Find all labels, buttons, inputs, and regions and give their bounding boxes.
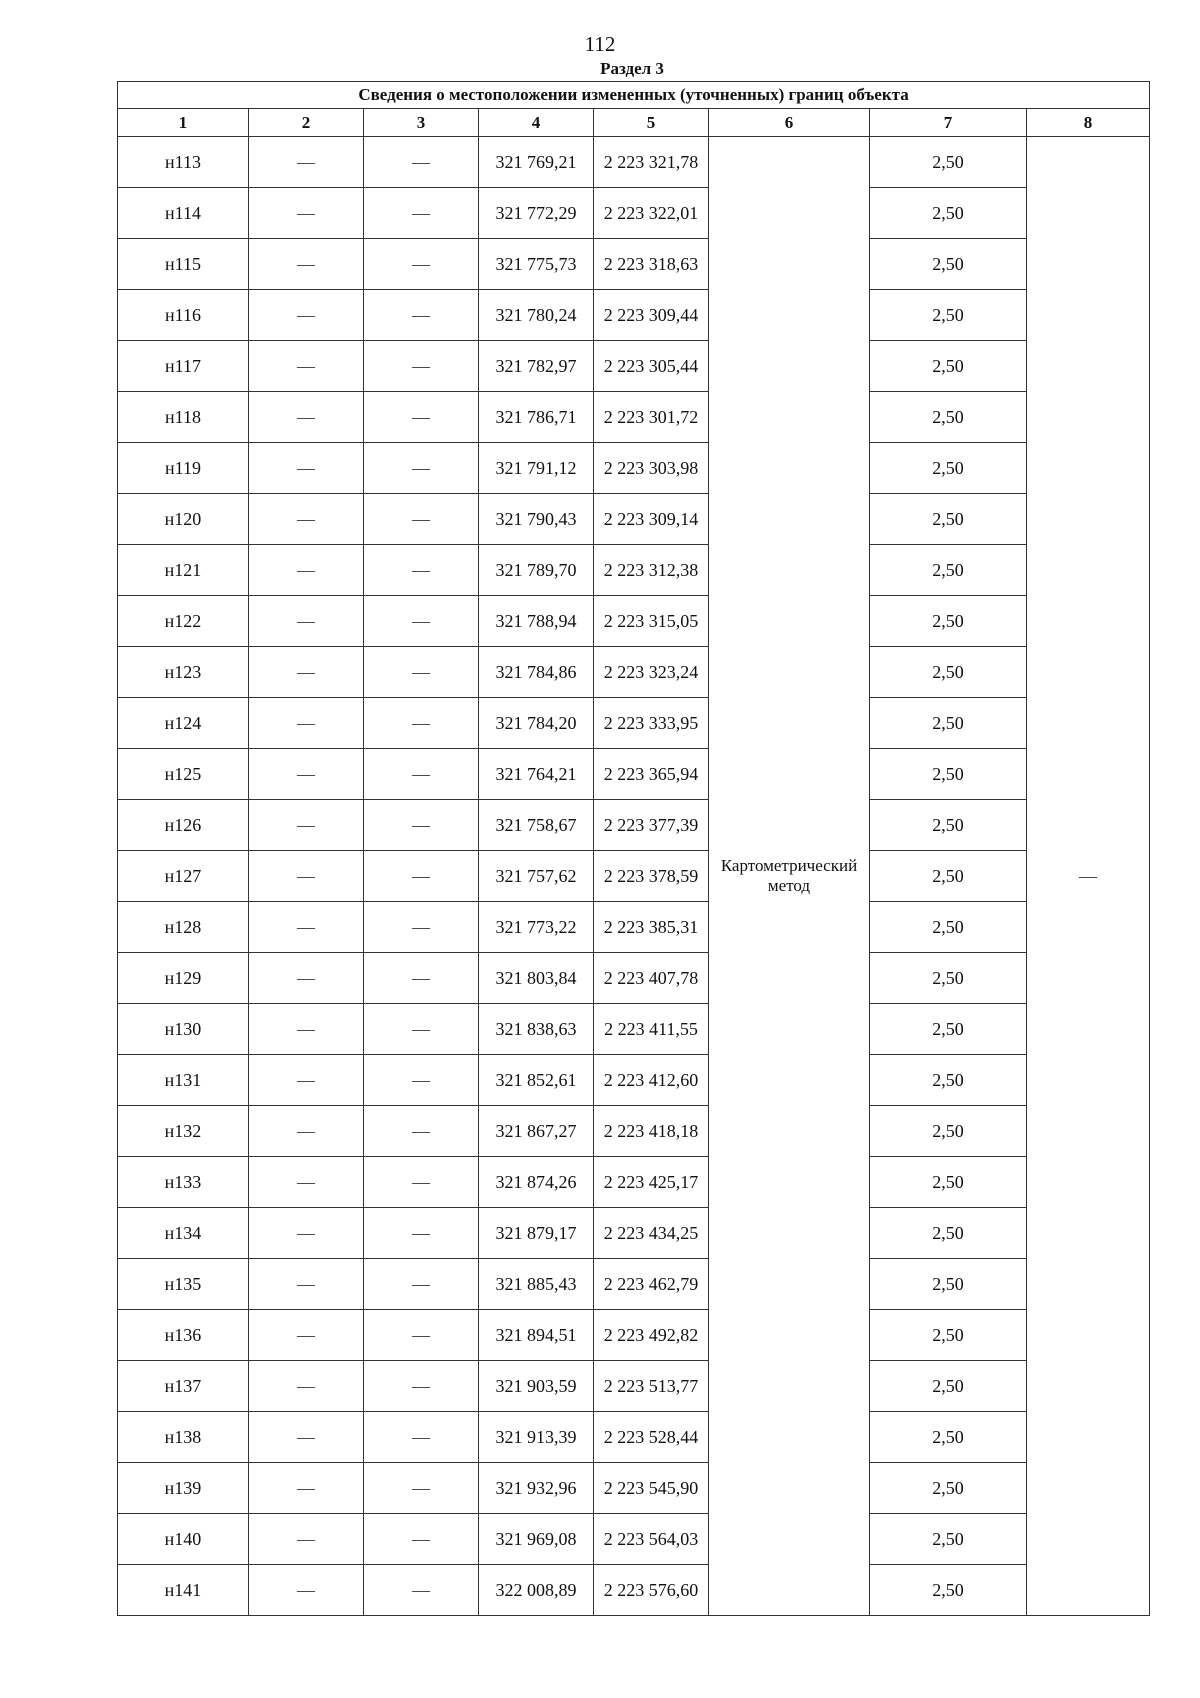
column-3-cell: — <box>364 1565 479 1616</box>
column-2-cell: — <box>249 545 364 596</box>
point-name-cell: н131 <box>118 1055 249 1106</box>
table-row <box>118 1310 1150 1361</box>
point-name-cell: н120 <box>118 494 249 545</box>
table-row <box>118 137 1150 188</box>
point-name-cell: н122 <box>118 596 249 647</box>
column-2-cell: — <box>249 1208 364 1259</box>
x-coordinate-cell: 321 775,73 <box>479 239 594 290</box>
column-2-cell: — <box>249 1463 364 1514</box>
coordinates-table <box>117 81 1150 1616</box>
column-2-cell: — <box>249 188 364 239</box>
method-cell <box>709 137 870 1616</box>
point-name-cell: н117 <box>118 341 249 392</box>
column-number-8: 8 <box>1027 109 1150 137</box>
column-3-cell: — <box>364 800 479 851</box>
accuracy-cell: 2,50 <box>870 647 1027 698</box>
table-row <box>118 596 1150 647</box>
column-number-5: 5 <box>594 109 709 137</box>
column-number-3: 3 <box>364 109 479 137</box>
x-coordinate-cell: 321 757,62 <box>479 851 594 902</box>
column-3-cell: — <box>364 851 479 902</box>
column-2-cell: — <box>249 1514 364 1565</box>
x-coordinate-cell: 321 969,08 <box>479 1514 594 1565</box>
column-number-1: 1 <box>118 109 249 137</box>
accuracy-cell: 2,50 <box>870 188 1027 239</box>
column-3-cell: — <box>364 596 479 647</box>
column-3-cell: — <box>364 1412 479 1463</box>
column-3-cell: — <box>364 341 479 392</box>
y-coordinate-cell: 2 223 412,60 <box>594 1055 709 1106</box>
column-2-cell: — <box>249 1259 364 1310</box>
point-name-cell: н129 <box>118 953 249 1004</box>
x-coordinate-cell: 321 867,27 <box>479 1106 594 1157</box>
y-coordinate-cell: 2 223 434,25 <box>594 1208 709 1259</box>
column-3-cell: — <box>364 902 479 953</box>
accuracy-cell: 2,50 <box>870 1514 1027 1565</box>
x-coordinate-cell: 321 786,71 <box>479 392 594 443</box>
column-3-cell: — <box>364 1004 479 1055</box>
x-coordinate-cell: 321 903,59 <box>479 1361 594 1412</box>
column-number-6: 6 <box>709 109 870 137</box>
point-name-cell: н133 <box>118 1157 249 1208</box>
column-2-cell: — <box>249 1361 364 1412</box>
table-row <box>118 341 1150 392</box>
column-3-cell: — <box>364 1514 479 1565</box>
column-2-cell: — <box>249 1004 364 1055</box>
y-coordinate-cell: 2 223 322,01 <box>594 188 709 239</box>
table-row <box>118 494 1150 545</box>
point-name-cell: н135 <box>118 1259 249 1310</box>
y-coordinate-cell: 2 223 418,18 <box>594 1106 709 1157</box>
accuracy-cell: 2,50 <box>870 1310 1027 1361</box>
x-coordinate-cell: 321 874,26 <box>479 1157 594 1208</box>
column-2-cell: — <box>249 494 364 545</box>
accuracy-cell: 2,50 <box>870 1157 1027 1208</box>
column-3-cell: — <box>364 1310 479 1361</box>
column-3-cell: — <box>364 953 479 1004</box>
point-name-cell: н126 <box>118 800 249 851</box>
table-row <box>118 647 1150 698</box>
table-row <box>118 1565 1150 1616</box>
accuracy-cell: 2,50 <box>870 494 1027 545</box>
y-coordinate-cell: 2 223 411,55 <box>594 1004 709 1055</box>
column-3-cell: — <box>364 1106 479 1157</box>
point-name-cell: н115 <box>118 239 249 290</box>
x-coordinate-cell: 321 773,22 <box>479 902 594 953</box>
point-name-cell: н127 <box>118 851 249 902</box>
point-name-cell: н124 <box>118 698 249 749</box>
column-2-cell: — <box>249 953 364 1004</box>
accuracy-cell: 2,50 <box>870 1361 1027 1412</box>
column-2-cell: — <box>249 239 364 290</box>
column-number-4: 4 <box>479 109 594 137</box>
y-coordinate-cell: 2 223 492,82 <box>594 1310 709 1361</box>
column-3-cell: — <box>364 1361 479 1412</box>
point-name-cell: н138 <box>118 1412 249 1463</box>
x-coordinate-cell: 321 788,94 <box>479 596 594 647</box>
table-row <box>118 443 1150 494</box>
y-coordinate-cell: 2 223 303,98 <box>594 443 709 494</box>
x-coordinate-cell: 321 784,86 <box>479 647 594 698</box>
x-coordinate-cell: 321 782,97 <box>479 341 594 392</box>
y-coordinate-cell: 2 223 513,77 <box>594 1361 709 1412</box>
y-coordinate-cell: 2 223 385,31 <box>594 902 709 953</box>
column-3-cell: — <box>364 749 479 800</box>
x-coordinate-cell: 321 838,63 <box>479 1004 594 1055</box>
method-text: Картометрический метод <box>720 856 858 895</box>
column-2-cell: — <box>249 137 364 188</box>
column-3-cell: — <box>364 137 479 188</box>
column-number-row <box>118 109 1150 137</box>
table-caption: Сведения о местоположении измененных (уточненных) границ объекта <box>118 82 1150 109</box>
y-coordinate-cell: 2 223 305,44 <box>594 341 709 392</box>
table-row <box>118 1412 1150 1463</box>
y-coordinate-cell: 2 223 378,59 <box>594 851 709 902</box>
accuracy-cell: 2,50 <box>870 953 1027 1004</box>
column-2-cell: — <box>249 1106 364 1157</box>
x-coordinate-cell: 321 769,21 <box>479 137 594 188</box>
x-coordinate-cell: 321 790,43 <box>479 494 594 545</box>
x-coordinate-cell: 322 008,89 <box>479 1565 594 1616</box>
x-coordinate-cell: 321 894,51 <box>479 1310 594 1361</box>
accuracy-cell: 2,50 <box>870 545 1027 596</box>
x-coordinate-cell: 321 791,12 <box>479 443 594 494</box>
column-3-cell: — <box>364 188 479 239</box>
y-coordinate-cell: 2 223 462,79 <box>594 1259 709 1310</box>
point-name-cell: н137 <box>118 1361 249 1412</box>
column-2-cell: — <box>249 1412 364 1463</box>
point-name-cell: н116 <box>118 290 249 341</box>
y-coordinate-cell: 2 223 312,38 <box>594 545 709 596</box>
accuracy-cell: 2,50 <box>870 902 1027 953</box>
column-2-cell: — <box>249 647 364 698</box>
table-row <box>118 239 1150 290</box>
point-name-cell: н121 <box>118 545 249 596</box>
column-3-cell: — <box>364 647 479 698</box>
y-coordinate-cell: 2 223 318,63 <box>594 239 709 290</box>
accuracy-cell: 2,50 <box>870 698 1027 749</box>
column-2-cell: — <box>249 800 364 851</box>
accuracy-cell: 2,50 <box>870 1004 1027 1055</box>
column-3-cell: — <box>364 1259 479 1310</box>
table-row <box>118 902 1150 953</box>
point-name-cell: н132 <box>118 1106 249 1157</box>
y-coordinate-cell: 2 223 425,17 <box>594 1157 709 1208</box>
y-coordinate-cell: 2 223 333,95 <box>594 698 709 749</box>
column-2-cell: — <box>249 851 364 902</box>
table-body <box>118 137 1150 1616</box>
column-2-cell: — <box>249 1565 364 1616</box>
x-coordinate-cell: 321 913,39 <box>479 1412 594 1463</box>
y-coordinate-cell: 2 223 323,24 <box>594 647 709 698</box>
table-row <box>118 1157 1150 1208</box>
column-number-7: 7 <box>870 109 1027 137</box>
accuracy-cell: 2,50 <box>870 1412 1027 1463</box>
column-2-cell: — <box>249 749 364 800</box>
column-number-2: 2 <box>249 109 364 137</box>
accuracy-cell: 2,50 <box>870 851 1027 902</box>
table-caption-row <box>118 82 1150 109</box>
accuracy-cell: 2,50 <box>870 392 1027 443</box>
y-coordinate-cell: 2 223 365,94 <box>594 749 709 800</box>
point-name-cell: н136 <box>118 1310 249 1361</box>
column-3-cell: — <box>364 1157 479 1208</box>
y-coordinate-cell: 2 223 315,05 <box>594 596 709 647</box>
y-coordinate-cell: 2 223 321,78 <box>594 137 709 188</box>
point-name-cell: н118 <box>118 392 249 443</box>
column-2-cell: — <box>249 1310 364 1361</box>
y-coordinate-cell: 2 223 377,39 <box>594 800 709 851</box>
x-coordinate-cell: 321 780,24 <box>479 290 594 341</box>
page-number: 112 <box>584 32 616 56</box>
column-2-cell: — <box>249 443 364 494</box>
x-coordinate-cell: 321 932,96 <box>479 1463 594 1514</box>
point-name-cell: н123 <box>118 647 249 698</box>
point-name-cell: н113 <box>118 137 249 188</box>
accuracy-cell: 2,50 <box>870 443 1027 494</box>
column-3-cell: — <box>364 239 479 290</box>
table-row <box>118 749 1150 800</box>
x-coordinate-cell: 321 772,29 <box>479 188 594 239</box>
accuracy-cell: 2,50 <box>870 800 1027 851</box>
column-2-cell: — <box>249 698 364 749</box>
point-name-cell: н130 <box>118 1004 249 1055</box>
x-coordinate-cell: 321 758,67 <box>479 800 594 851</box>
accuracy-cell: 2,50 <box>870 1463 1027 1514</box>
column-3-cell: — <box>364 494 479 545</box>
table-row <box>118 290 1150 341</box>
column-2-cell: — <box>249 596 364 647</box>
x-coordinate-cell: 321 784,20 <box>479 698 594 749</box>
accuracy-cell: 2,50 <box>870 341 1027 392</box>
table-row <box>118 188 1150 239</box>
table-row <box>118 1208 1150 1259</box>
x-coordinate-cell: 321 764,21 <box>479 749 594 800</box>
accuracy-cell: 2,50 <box>870 1055 1027 1106</box>
table-row <box>118 800 1150 851</box>
accuracy-cell: 2,50 <box>870 1208 1027 1259</box>
y-coordinate-cell: 2 223 528,44 <box>594 1412 709 1463</box>
x-coordinate-cell: 321 789,70 <box>479 545 594 596</box>
y-coordinate-cell: 2 223 309,14 <box>594 494 709 545</box>
accuracy-cell: 2,50 <box>870 1106 1027 1157</box>
table-row <box>118 1463 1150 1514</box>
x-coordinate-cell: 321 852,61 <box>479 1055 594 1106</box>
y-coordinate-cell: 2 223 301,72 <box>594 392 709 443</box>
table-row <box>118 1259 1150 1310</box>
accuracy-cell: 2,50 <box>870 596 1027 647</box>
table-row <box>118 953 1150 1004</box>
table-row <box>118 1514 1150 1565</box>
point-name-cell: н134 <box>118 1208 249 1259</box>
point-name-cell: н128 <box>118 902 249 953</box>
point-name-cell: н141 <box>118 1565 249 1616</box>
accuracy-cell: 2,50 <box>870 137 1027 188</box>
table-row <box>118 698 1150 749</box>
y-coordinate-cell: 2 223 545,90 <box>594 1463 709 1514</box>
y-coordinate-cell: 2 223 309,44 <box>594 290 709 341</box>
point-name-cell: н114 <box>118 188 249 239</box>
column-2-cell: — <box>249 1055 364 1106</box>
column-2-cell: — <box>249 1157 364 1208</box>
table-row <box>118 1055 1150 1106</box>
table-row <box>118 1106 1150 1157</box>
column-2-cell: — <box>249 290 364 341</box>
accuracy-cell: 2,50 <box>870 290 1027 341</box>
y-coordinate-cell: 2 223 407,78 <box>594 953 709 1004</box>
column-3-cell: — <box>364 698 479 749</box>
table-row <box>118 851 1150 902</box>
column-3-cell: — <box>364 1208 479 1259</box>
column-8-cell: — <box>1027 137 1150 1616</box>
table-row <box>118 1004 1150 1055</box>
section-title: Раздел 3 <box>600 59 664 78</box>
accuracy-cell: 2,50 <box>870 1565 1027 1616</box>
column-2-cell: — <box>249 392 364 443</box>
x-coordinate-cell: 321 803,84 <box>479 953 594 1004</box>
column-3-cell: — <box>364 392 479 443</box>
point-name-cell: н140 <box>118 1514 249 1565</box>
column-3-cell: — <box>364 1463 479 1514</box>
column-3-cell: — <box>364 1055 479 1106</box>
accuracy-cell: 2,50 <box>870 1259 1027 1310</box>
accuracy-cell: 2,50 <box>870 239 1027 290</box>
column-2-cell: — <box>249 341 364 392</box>
point-name-cell: н125 <box>118 749 249 800</box>
table-row <box>118 392 1150 443</box>
table-row <box>118 1361 1150 1412</box>
column-2-cell: — <box>249 902 364 953</box>
y-coordinate-cell: 2 223 564,03 <box>594 1514 709 1565</box>
accuracy-cell: 2,50 <box>870 749 1027 800</box>
x-coordinate-cell: 321 885,43 <box>479 1259 594 1310</box>
column-3-cell: — <box>364 443 479 494</box>
point-name-cell: н139 <box>118 1463 249 1514</box>
point-name-cell: н119 <box>118 443 249 494</box>
column-3-cell: — <box>364 545 479 596</box>
y-coordinate-cell: 2 223 576,60 <box>594 1565 709 1616</box>
column-3-cell: — <box>364 290 479 341</box>
x-coordinate-cell: 321 879,17 <box>479 1208 594 1259</box>
table-row <box>118 545 1150 596</box>
